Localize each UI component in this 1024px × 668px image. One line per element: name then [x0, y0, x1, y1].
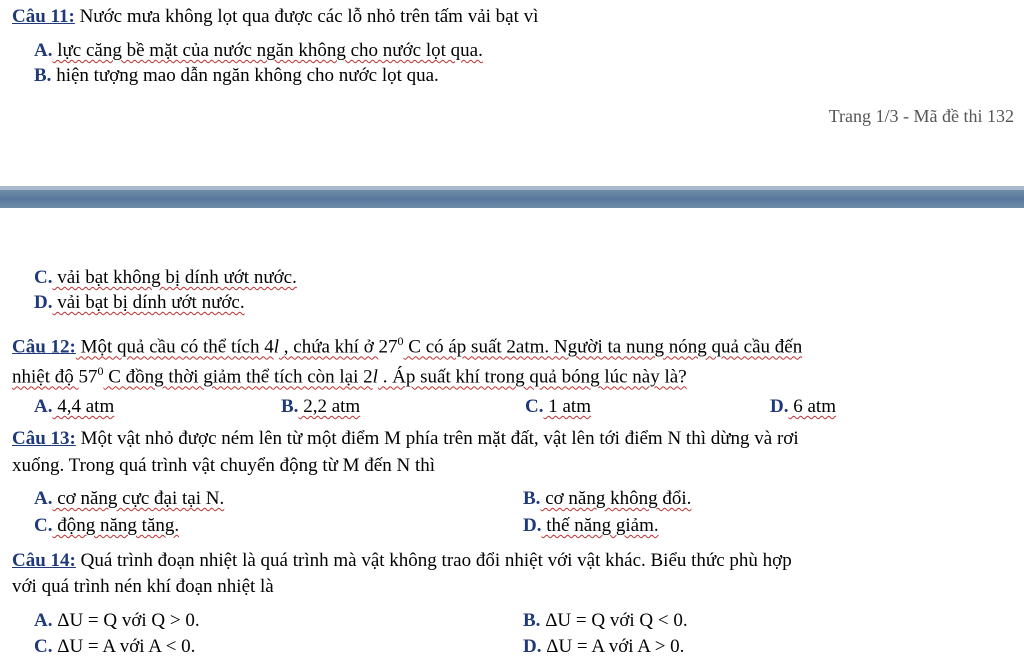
- question-14-line-1: Câu 14: Quá trình đoạn nhiệt là quá trình mà vật không trao đổi nhiệt với vật khác. Biểu thức phù hợp: [12, 550, 792, 571]
- question-13-option-b: B. cơ năng không đổi.: [523, 488, 692, 509]
- question-12-option-a: A. 4,4 atm: [34, 396, 115, 417]
- question-12-option-d: D. 6 atm: [770, 396, 836, 417]
- question-12-line-1: Câu 12: Một quả cầu có thể tích 4l , chứa khí ở $27^0$ C có áp suất 2atm. Người ta nung nóng quả cầu đến: [12, 334, 803, 358]
- question-13-option-c: C. động năng tăng.: [34, 515, 180, 536]
- question-11-number: Câu 11:: [12, 6, 75, 27]
- question-13-option-a: A. cơ năng cực đại tại N.: [34, 488, 225, 509]
- question-11-option-c: C. vải bạt không bị dính ướt nước.: [34, 267, 297, 288]
- question-14-option-a: A. ΔU = Q với Q > 0.: [34, 610, 200, 631]
- question-11-stem: Câu 11: Nước mưa không lọt qua được các lỗ nhỏ trên tấm vải bạt vì: [12, 6, 539, 27]
- question-11-option-b: B. hiện tượng mao dẫn ngăn không cho nước lọt qua.: [34, 65, 439, 86]
- question-14-option-b: B. ΔU = Q với Q < 0.: [523, 610, 688, 631]
- page-footer: Trang 1/3 - Mã đề thi 132: [828, 106, 1014, 126]
- question-14-number: Câu 14:: [12, 550, 76, 571]
- question-12-option-c: C. 1 atm: [525, 396, 591, 417]
- question-14-line-2: với quá trình nén khí đoạn nhiệt là: [12, 576, 274, 597]
- question-13-number: Câu 13:: [12, 428, 76, 449]
- question-13-option-d: D. thế năng giảm.: [523, 515, 659, 536]
- question-12-line-2: nhiệt độ $57^0$ C đồng thời giảm thể tích còn lại 2l . Áp suất khí trong quả bóng lúc này là?: [12, 364, 687, 388]
- question-12-option-b: B. 2,2 atm: [281, 396, 361, 417]
- question-14-option-d: D. ΔU = A với A > 0.: [523, 636, 685, 657]
- question-13-line-1: Câu 13: Một vật nhỏ được ném lên từ một điểm M phía trên mặt đất, vật lên tới điểm N thì dừng và rơi: [12, 428, 799, 449]
- question-13-line-2: xuống. Trong quá trình vật chuyển động từ M đến N thì: [12, 455, 436, 476]
- question-11-option-a: A. lực căng bề mặt của nước ngăn không cho nước lọt qua.: [34, 40, 483, 61]
- question-14-option-c: C. ΔU = A với A < 0.: [34, 636, 196, 657]
- page-break-bar: [0, 190, 1024, 208]
- question-12-number: Câu 12:: [12, 336, 76, 358]
- question-11-option-d: D. vải bạt bị dính ướt nước.: [34, 292, 245, 313]
